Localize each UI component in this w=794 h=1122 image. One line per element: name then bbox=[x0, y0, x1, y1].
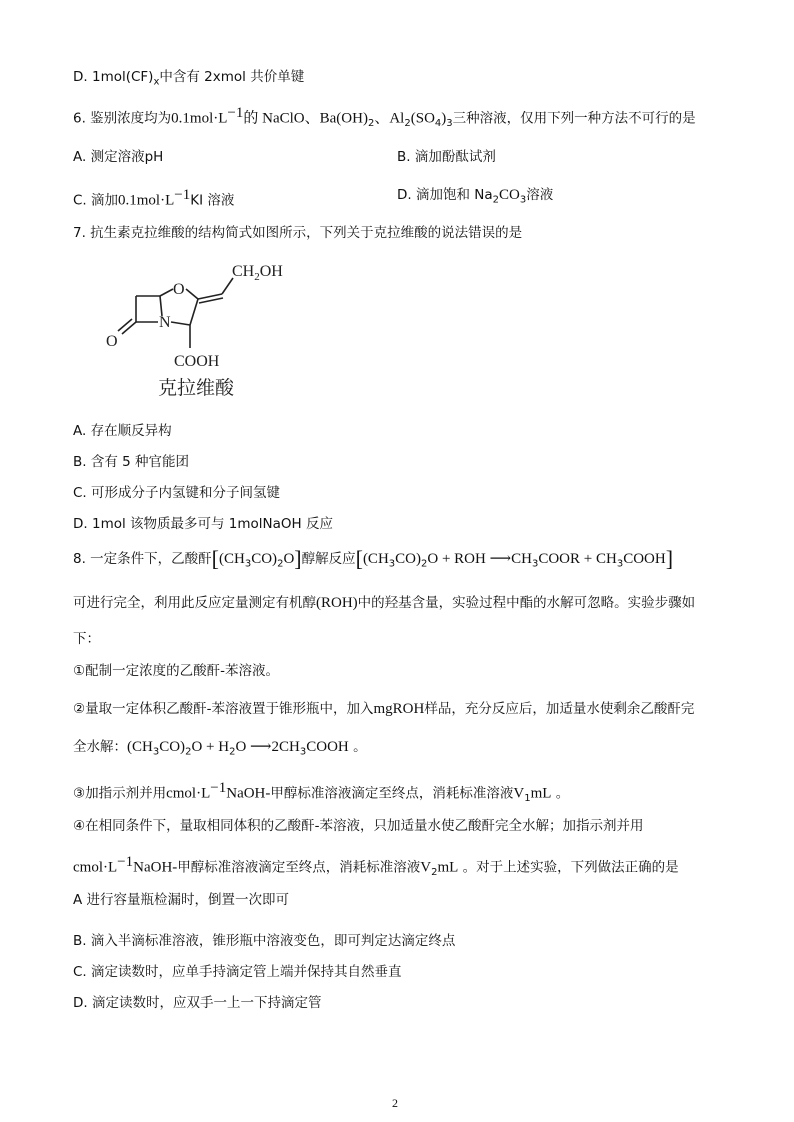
formula: cmol·L bbox=[166, 785, 211, 802]
q8-stem-line1 bbox=[73, 546, 734, 574]
subscript: 3 bbox=[299, 746, 307, 758]
q6-option-b: B. 滴加酚酞试剂 bbox=[397, 149, 496, 165]
subscript: 4 bbox=[434, 118, 442, 130]
q6-option-a: A. 测定溶液pH bbox=[73, 149, 164, 165]
superscript: −1 bbox=[174, 187, 191, 203]
text: 溶液 bbox=[526, 187, 554, 203]
formula: 0.1mol·L bbox=[118, 192, 175, 209]
formula: 0.1mol·L bbox=[171, 110, 228, 127]
subscript: 2 bbox=[277, 558, 284, 570]
formula: (ROH) bbox=[316, 595, 358, 611]
text: 。 bbox=[551, 785, 570, 802]
formula: O bbox=[283, 551, 295, 567]
formula: V bbox=[420, 859, 432, 876]
formula: NaOH- bbox=[133, 859, 178, 876]
bond bbox=[118, 319, 132, 331]
bracket: ] bbox=[665, 546, 674, 571]
superscript: −1 bbox=[227, 105, 244, 121]
q7-option-d: D. 1mol 该物质最多可与 1molNaOH 反应 bbox=[73, 516, 333, 532]
bond bbox=[171, 322, 190, 325]
text: 可进行完全，利用此反应定量测定有机醇 bbox=[73, 595, 316, 611]
q8-stem-line2 bbox=[73, 594, 734, 612]
formula: ) bbox=[441, 110, 447, 127]
formula: NaOH- bbox=[226, 785, 271, 802]
subscript: 2 bbox=[229, 746, 236, 758]
text: C. 滴加 bbox=[73, 192, 119, 209]
structure-drawing bbox=[100, 262, 320, 402]
bond bbox=[122, 322, 136, 334]
formula: (CH bbox=[127, 739, 153, 755]
q7-option-a: A. 存在顺反异构 bbox=[73, 423, 172, 439]
formula: O + H bbox=[191, 739, 230, 755]
formula: V bbox=[513, 785, 525, 802]
formula: CO) bbox=[395, 551, 421, 567]
formula: CO) bbox=[251, 551, 278, 567]
q7-option-c: C. 可形成分子内氢键和分子间氢键 bbox=[73, 485, 281, 501]
subscript: 2 bbox=[431, 867, 438, 879]
text: 中的羟基含量，实验过程中酯的水解可忽略。实验步骤如 bbox=[357, 595, 696, 611]
formula: 、Al bbox=[374, 110, 405, 127]
subscript: 3 bbox=[446, 118, 453, 130]
text: 。对于上述实验，下列做法正确的是 bbox=[458, 859, 679, 876]
text: 。 bbox=[348, 739, 367, 755]
clavulanic-acid-structure bbox=[100, 262, 320, 402]
subscript: 2 bbox=[367, 118, 375, 130]
bond bbox=[186, 289, 198, 299]
subscript: 3 bbox=[388, 558, 396, 570]
q7-stem: 7. 抗生素克拉维酸的结构简式如图所示，下列关于克拉维酸的说法错误的是 bbox=[73, 225, 523, 241]
figure-caption: 克拉维酸 bbox=[158, 377, 235, 399]
bond bbox=[190, 299, 198, 325]
bond bbox=[160, 296, 162, 316]
subscript: 2 bbox=[404, 118, 411, 130]
q8-step2-line2 bbox=[73, 738, 734, 762]
formula: COOR + CH bbox=[538, 551, 617, 567]
formula: cmol·L bbox=[73, 859, 118, 876]
formula: CO bbox=[499, 187, 520, 203]
formula: COOH bbox=[306, 739, 349, 755]
subscript: 2 bbox=[492, 194, 500, 206]
superscript: −1 bbox=[117, 854, 134, 870]
q5-option-d bbox=[73, 68, 734, 92]
q8-option-b: B. 滴入半滴标准溶液，锥形瓶中溶液变色，即可判定达滴定终点 bbox=[73, 933, 456, 949]
q7-option-b: B. 含有 5 种官能团 bbox=[73, 454, 190, 470]
ch2oh-label: $CH_2OH$ bbox=[232, 263, 283, 283]
bracket: [ bbox=[211, 546, 219, 571]
subscript: 2 bbox=[185, 746, 192, 758]
formula: (CH bbox=[362, 551, 389, 567]
cooh-label: COOH bbox=[174, 353, 220, 370]
text: 中含有 2xmol 共价单键 bbox=[159, 69, 305, 85]
ring-oxygen-label: O bbox=[173, 281, 185, 298]
formula: 的 NaClO、Ba(OH) bbox=[243, 110, 368, 127]
text: 醇解反应 bbox=[301, 551, 356, 567]
formula: O + ROH bbox=[427, 551, 490, 567]
q8-stem-line3: 下： bbox=[73, 631, 100, 647]
formula: CO) bbox=[159, 739, 186, 755]
formula: 2CH bbox=[271, 739, 300, 755]
formula: mgROH bbox=[373, 701, 425, 717]
bond bbox=[222, 278, 233, 294]
subscript: 2 bbox=[421, 558, 428, 570]
text: 甲醇标准溶液滴定至终点，消耗标准溶液 bbox=[177, 859, 421, 876]
subscript: x bbox=[153, 76, 160, 88]
bond bbox=[160, 289, 173, 296]
subscript: 3 bbox=[244, 558, 252, 570]
text: D. 滴加饱和 Na bbox=[397, 187, 493, 203]
text: 6. 鉴别浓度均为 bbox=[73, 110, 172, 127]
q8-step4-line2 bbox=[73, 853, 734, 882]
q8-option-d: D. 滴定读数时，应双手一上一下持滴定管 bbox=[73, 995, 322, 1011]
text: 全水解： bbox=[73, 739, 127, 755]
superscript: −1 bbox=[210, 780, 227, 796]
formula: O bbox=[235, 739, 251, 755]
formula: COOH bbox=[623, 551, 666, 567]
q8-step3 bbox=[73, 779, 734, 808]
q8-option-a: A 进行容量瓶检漏时，倒置一次即可 bbox=[73, 892, 290, 908]
subscript: 3 bbox=[531, 558, 539, 570]
text: 8. 一定条件下，乙酸酐 bbox=[73, 551, 212, 567]
q8-step1: ①配制一定浓度的乙酸酐-苯溶液。 bbox=[73, 663, 279, 679]
text: ②量取一定体积乙酸酐-苯溶液置于锥形瓶中，加入 bbox=[73, 701, 374, 717]
bracket: ] bbox=[294, 546, 302, 571]
text: D. 1mol(CF) bbox=[73, 69, 154, 85]
formula: CH bbox=[511, 551, 532, 567]
text: KI 溶液 bbox=[190, 192, 235, 209]
text: 三种溶液，仅用下列一种方法不可行的是 bbox=[452, 110, 696, 127]
text: 样品，充分反应后，加适量水使剩余乙酸酐完 bbox=[424, 701, 695, 717]
reaction-arrow: ⟶ bbox=[489, 551, 512, 567]
page-number: 2 bbox=[392, 1096, 398, 1110]
reaction-arrow: ⟶ bbox=[250, 739, 272, 755]
text: 甲醇标准溶液滴定至终点，消耗标准溶液 bbox=[270, 785, 514, 802]
subscript: 3 bbox=[152, 746, 160, 758]
q8-step2-line1 bbox=[73, 700, 734, 718]
subscript: 3 bbox=[519, 194, 527, 206]
q6-option-d bbox=[397, 186, 553, 210]
keto-oxygen-label: O bbox=[106, 333, 118, 350]
nitrogen-label: N bbox=[159, 314, 171, 331]
text: ③加指示剂并用 bbox=[73, 785, 167, 802]
q8-option-c: C. 滴定读数时，应单手持滴定管上端并保持其自然垂直 bbox=[73, 964, 402, 980]
formula: mL bbox=[437, 859, 459, 876]
subscript: 1 bbox=[524, 793, 531, 805]
formula: mL bbox=[530, 785, 552, 802]
subscript: 3 bbox=[616, 558, 624, 570]
q8-step4-line1: ④在相同条件下，量取相同体积的乙酸酐-苯溶液，只加适量水使乙酸酐完全水解；加指示剂并用 bbox=[73, 818, 644, 834]
q6-option-c bbox=[73, 186, 234, 210]
formula: (SO bbox=[410, 110, 435, 127]
bracket: [ bbox=[355, 546, 363, 571]
formula: (CH bbox=[219, 551, 245, 567]
q6-stem bbox=[73, 104, 734, 133]
